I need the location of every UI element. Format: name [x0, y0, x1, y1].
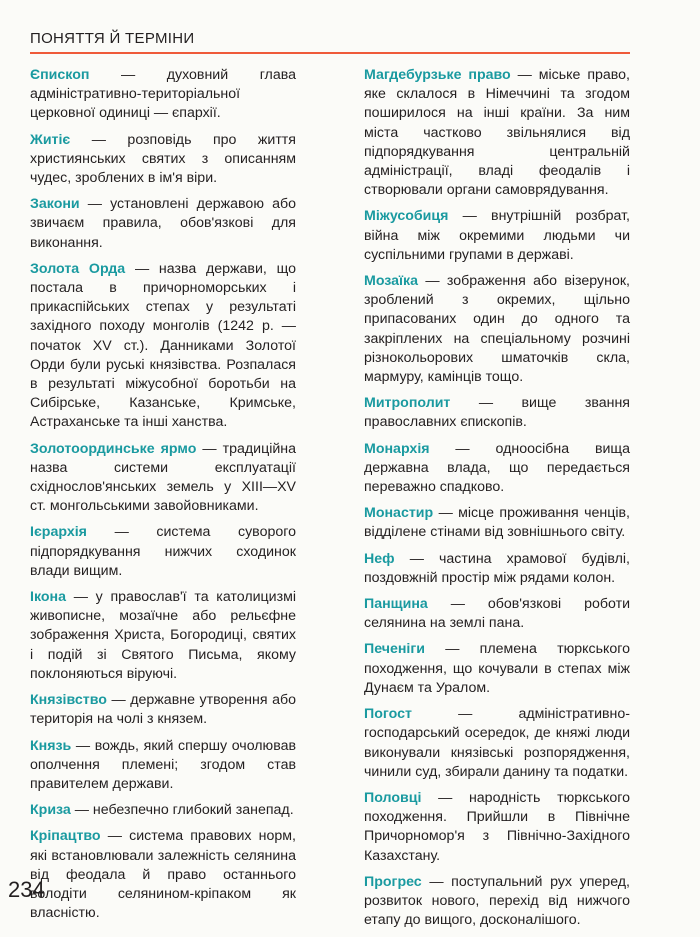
glossary-term: Монархія	[364, 440, 430, 457]
glossary-definition: — обов'язкові роботи селянина на землі пана.	[364, 596, 630, 632]
glossary-definition: — державне утворення або територія на чолі з князем.	[30, 692, 296, 728]
glossary-definition: — місце проживання ченців, відділене стінами від зовнішнього світу.	[364, 505, 630, 541]
page-number: 234	[8, 877, 45, 902]
glossary-definition: — система правових норм, які встановлювали залежність селянина від феодала й право останнього володіти селянином-кріпаком як власністю.	[30, 828, 296, 922]
glossary-definition: — племена тюркського походження, що кочували в степах між Дунаєм та Уралом.	[364, 641, 630, 696]
glossary-term: Половці	[364, 789, 422, 806]
glossary-definition: — вождь, який спершу очолював ополчення племені; згодом став правителем держави.	[30, 737, 296, 792]
glossary-definition: — народність тюркського походження. Прийшли в Північне Причорномор'я з Північно-Західного Казахстану.	[364, 789, 630, 864]
glossary-entry	[30, 523, 296, 581]
glossary-entry	[364, 550, 630, 588]
glossary-entry	[30, 588, 296, 684]
glossary-term: Панщина	[364, 596, 428, 613]
glossary-entry	[364, 207, 630, 265]
glossary-term: Ієрархія	[30, 524, 87, 541]
glossary-definition: — внутрішній розбрат, війна між окремими людьми чи суспільними групами в державі.	[364, 208, 630, 263]
glossary-term: Криза	[30, 802, 71, 819]
right-column	[364, 66, 630, 937]
glossary-entry	[30, 440, 296, 517]
glossary-term: Закони	[30, 196, 80, 213]
glossary-entry	[364, 595, 630, 633]
left-column	[30, 66, 296, 930]
glossary-definition: — одноосібна вища державна влада, що передається переважно спадково.	[364, 440, 630, 496]
glossary-definition: — система суворого підпорядкування нижчих сходинок влади вищим.	[30, 524, 296, 579]
glossary-entry	[30, 737, 296, 795]
glossary-definition: — у православ'ї та католицизмі живописне, мозаїчне або рельєфне зображення Христа, Богородиці, святих і подій зі Святого Письма, якому поклоняються віруючі.	[30, 589, 296, 682]
glossary-term: Магдебурзьке право	[364, 67, 511, 83]
glossary-term: Погост	[364, 706, 412, 723]
glossary-definition: — зображення або візерунок, зроблений з окремих, щільно припасованих один до одного та закріплених на спеціальному розчині різнокольорових шматочків скла, мармуру, камінців тощо.	[364, 273, 630, 386]
glossary-entry	[30, 66, 296, 124]
glossary-term: Печеніги	[364, 641, 426, 658]
glossary-definition: — частина храмової будівлі, поздовжній простір між рядами колон.	[364, 550, 630, 586]
glossary-definition: — установлені державою або звичаєм правила, обов'язкові для виконання.	[30, 196, 296, 251]
glossary-term: Князь	[30, 737, 72, 754]
glossary-term: Князівство	[30, 692, 107, 709]
glossary-entry	[364, 789, 630, 866]
glossary-definition: — міське право, яке склалося в Німеччині та згодом поширилося на інші країни. За ним міста частково звільнялися від підпорядкування центральній адміністрації, владі феодалів і створювали органи самоврядування.	[364, 67, 630, 199]
glossary-definition: — вище звання православних єпископів.	[364, 395, 630, 431]
glossary-entry	[30, 691, 296, 729]
glossary-definition: — поступальний рух уперед, розвиток нового, перехід від нижчого етапу до вищого, досконалішого.	[364, 873, 630, 929]
glossary-term: Митрополит	[364, 395, 451, 412]
glossary-definition: — духовний глава адміністративно-територіальної церковної одиниці — єпархії.	[30, 67, 296, 122]
glossary-term: Ікона	[30, 589, 66, 606]
glossary-definition: — розповідь про життя християнських святих з описанням чудес, зроблених в ім'я віри.	[30, 131, 296, 187]
glossary-definition: — небезпечно глибокий занепад.	[70, 802, 294, 819]
glossary-entry	[30, 801, 296, 820]
header-rule	[30, 52, 630, 54]
glossary-entry	[30, 260, 296, 433]
section-title: ПОНЯТТЯ Й ТЕРМІНИ	[30, 30, 195, 47]
glossary-entry	[30, 131, 296, 189]
glossary-entry	[364, 873, 630, 931]
glossary-entry	[364, 66, 630, 200]
glossary-entry	[30, 827, 296, 923]
glossary-entry	[364, 640, 630, 698]
glossary-entry	[364, 394, 630, 432]
glossary-term: Міжусобиця	[364, 208, 449, 225]
glossary-entry	[30, 195, 296, 253]
glossary-term: Прогрес	[364, 873, 422, 890]
glossary-entry	[364, 272, 630, 387]
glossary-term: Золотоординське ярмо	[30, 440, 197, 457]
glossary-definition: — традиційна назва системи експлуатації східнослов'янських земель у XIII—XV ст. монгольськими завойовниками.	[30, 440, 296, 515]
glossary-entry	[364, 504, 630, 542]
glossary-term: Золота Орда	[30, 260, 126, 277]
glossary-term: Мозаїка	[364, 273, 419, 290]
glossary-definition: — назва держави, що постала в причорноморських і прикаспійських степах у результаті західного походу монголів (1242 р. — початок XV ст.). Данниками Золотої Орди були руські князівства. Розпалася в результаті міжусобної боротьби на Сибірське, Казанське, Кримське, Астраханське та інші ханства.	[30, 260, 296, 431]
glossary-term: Житіє	[30, 131, 71, 148]
glossary-term: Єпископ	[30, 67, 90, 83]
glossary-term: Неф	[364, 550, 395, 567]
glossary-entry	[364, 440, 630, 498]
glossary-entry	[364, 705, 630, 782]
glossary-definition: — адміністративно-господарський осередок, де княжі люди виконували князівські розпорядження, чинили суд, збирали данину та податки.	[364, 706, 630, 780]
glossary-term: Кріпацтво	[30, 828, 101, 845]
glossary-term: Монастир	[364, 505, 434, 522]
